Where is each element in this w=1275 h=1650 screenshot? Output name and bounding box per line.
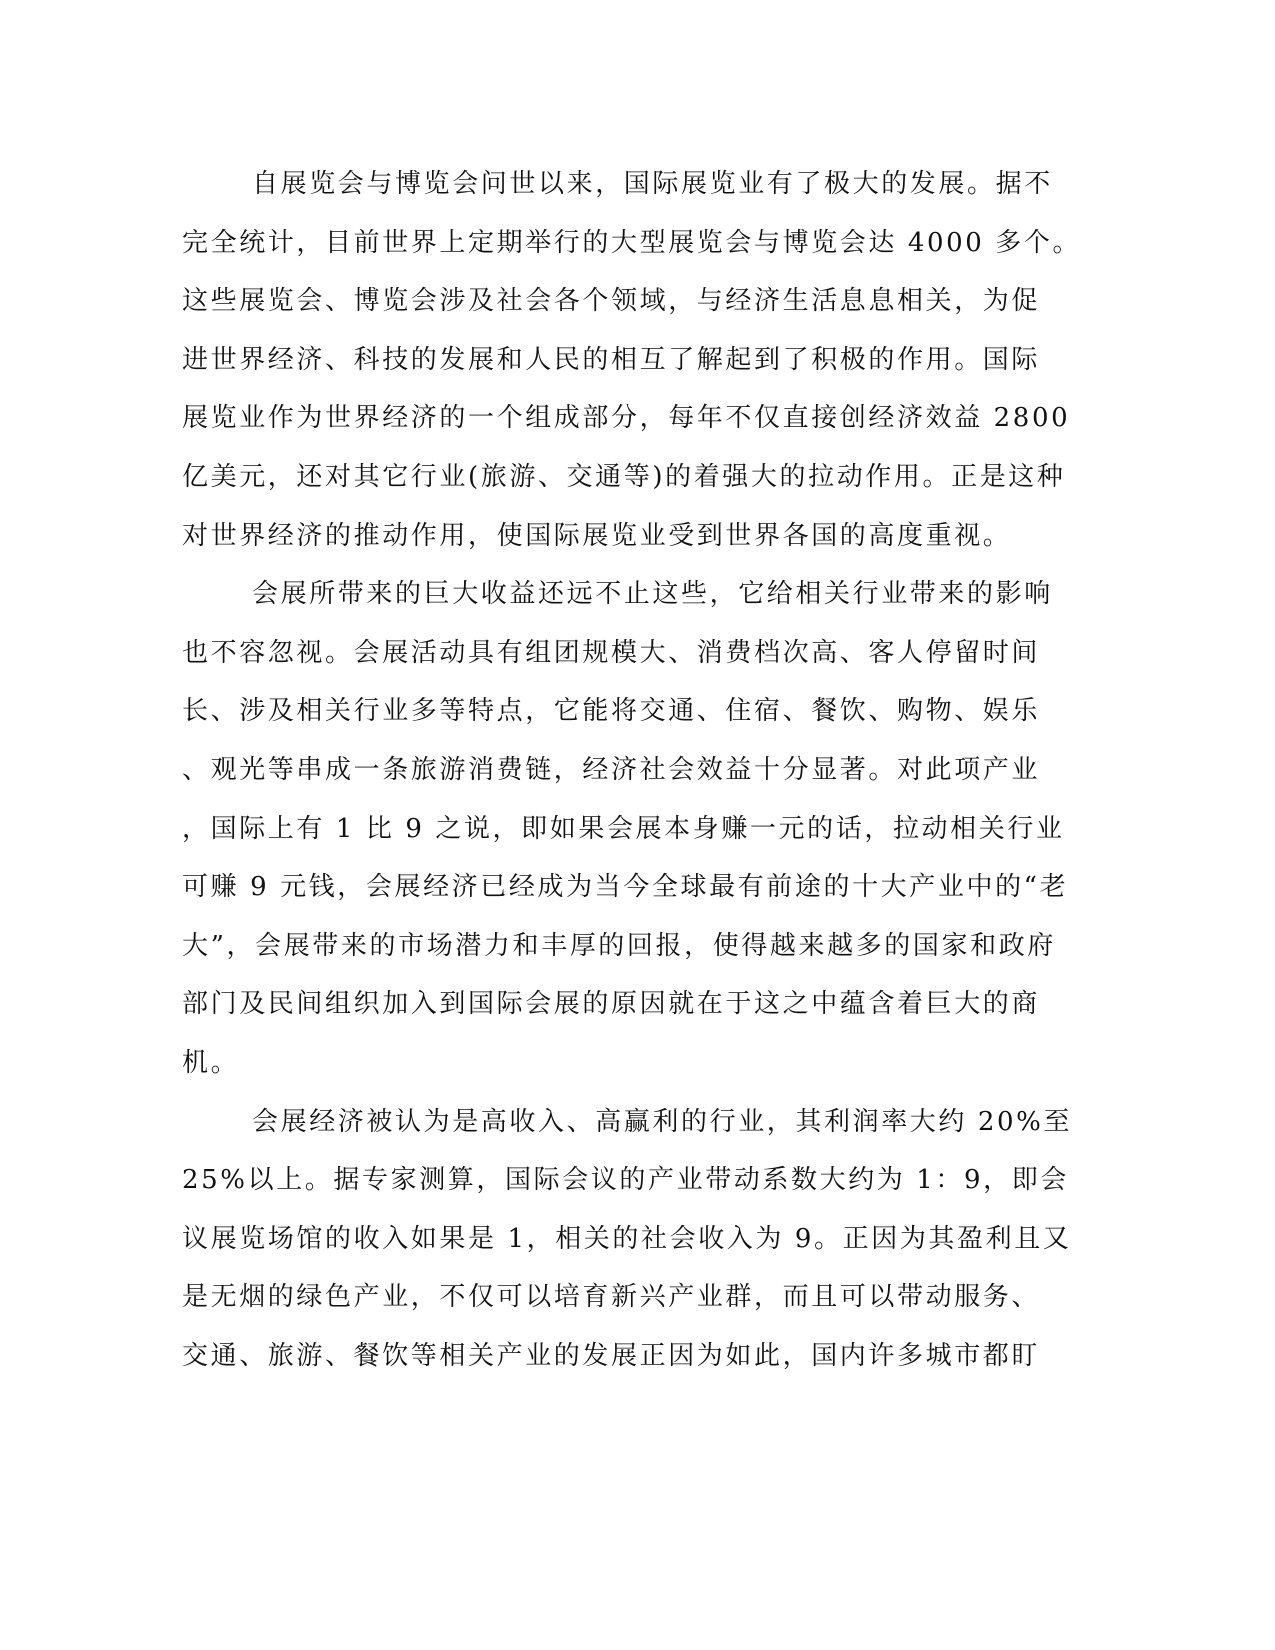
text-line: 交通、旅游、餐饮等相关产业的发展正因为如此，国内许多城市都盯 — [182, 1340, 1041, 1371]
text-line: 可赚 9 元钱，会展经济已经成为当今全球最有前途的十大产业中的“老 — [182, 872, 1069, 903]
text-line: 机。 — [182, 1047, 240, 1078]
text-line: 25%以上。据专家测算，国际会议的产业带动系数大约为 1：9，即会 — [182, 1165, 1069, 1196]
paragraph-3 — [182, 1093, 1073, 1386]
paragraph-2 — [182, 565, 1069, 1092]
text-line: 是无烟的绿色产业，不仅可以培育新兴产业群，而且可以带动服务、 — [182, 1282, 1041, 1313]
text-line: 长、涉及相关行业多等特点，它能将交通、住宿、餐饮、购物、娱乐 — [182, 696, 1041, 727]
text-line: 自展览会与博览会问世以来，国际展览业有了极大的发展。据不 — [252, 169, 1053, 199]
text-line: ，国际上有 1 比 9 之说，即如果会展本身赚一元的话，拉动相关行业 — [182, 813, 1065, 844]
text-line: 会展所带来的巨大收益还远不止这些，它给相关行业带来的影响 — [252, 579, 1053, 610]
text-line: 议展览场馆的收入如果是 1，相关的社会收入为 9。正因为其盈利且又 — [182, 1223, 1072, 1254]
text-line: 、观光等串成一条旅游消费链，经济社会效益十分显著。对此项产业 — [182, 754, 1041, 785]
text-line: 也不容忽视。会展活动具有组团规模大、消费档次高、客人停留时间 — [182, 637, 1041, 668]
text-line: 展览业作为世界经济的一个组成部分，每年不仅直接创经济效益 2800 — [182, 403, 1071, 434]
document-body — [182, 155, 1082, 1385]
text-line: 大”，会展带来的市场潜力和丰厚的回报，使得越来越多的国家和政府 — [182, 930, 1056, 961]
text-line: 进世界经济、科技的发展和人民的相互了解起到了积极的作用。国际 — [182, 344, 1041, 375]
text-line: 部门及民间组织加入到国际会展的原因就在于这之中蕴含着巨大的商 — [182, 989, 1041, 1020]
text-line: 亿美元，还对其它行业(旅游、交通等)的着强大的拉动作用。正是这种 — [182, 461, 1066, 492]
paragraph-1 — [182, 155, 1082, 565]
text-line: 这些展览会、博览会涉及社会各个领域，与经济生活息息相关，为促 — [182, 286, 1041, 317]
text-line: 对世界经济的推动作用，使国际展览业受到世界各国的高度重视。 — [182, 520, 1012, 551]
text-line: 会展经济被认为是高收入、高赢利的行业，其利润率大约 20%至 — [252, 1106, 1073, 1137]
text-line: 完全统计，目前世界上定期举行的大型展览会与博览会达 4000 多个。 — [182, 227, 1082, 258]
